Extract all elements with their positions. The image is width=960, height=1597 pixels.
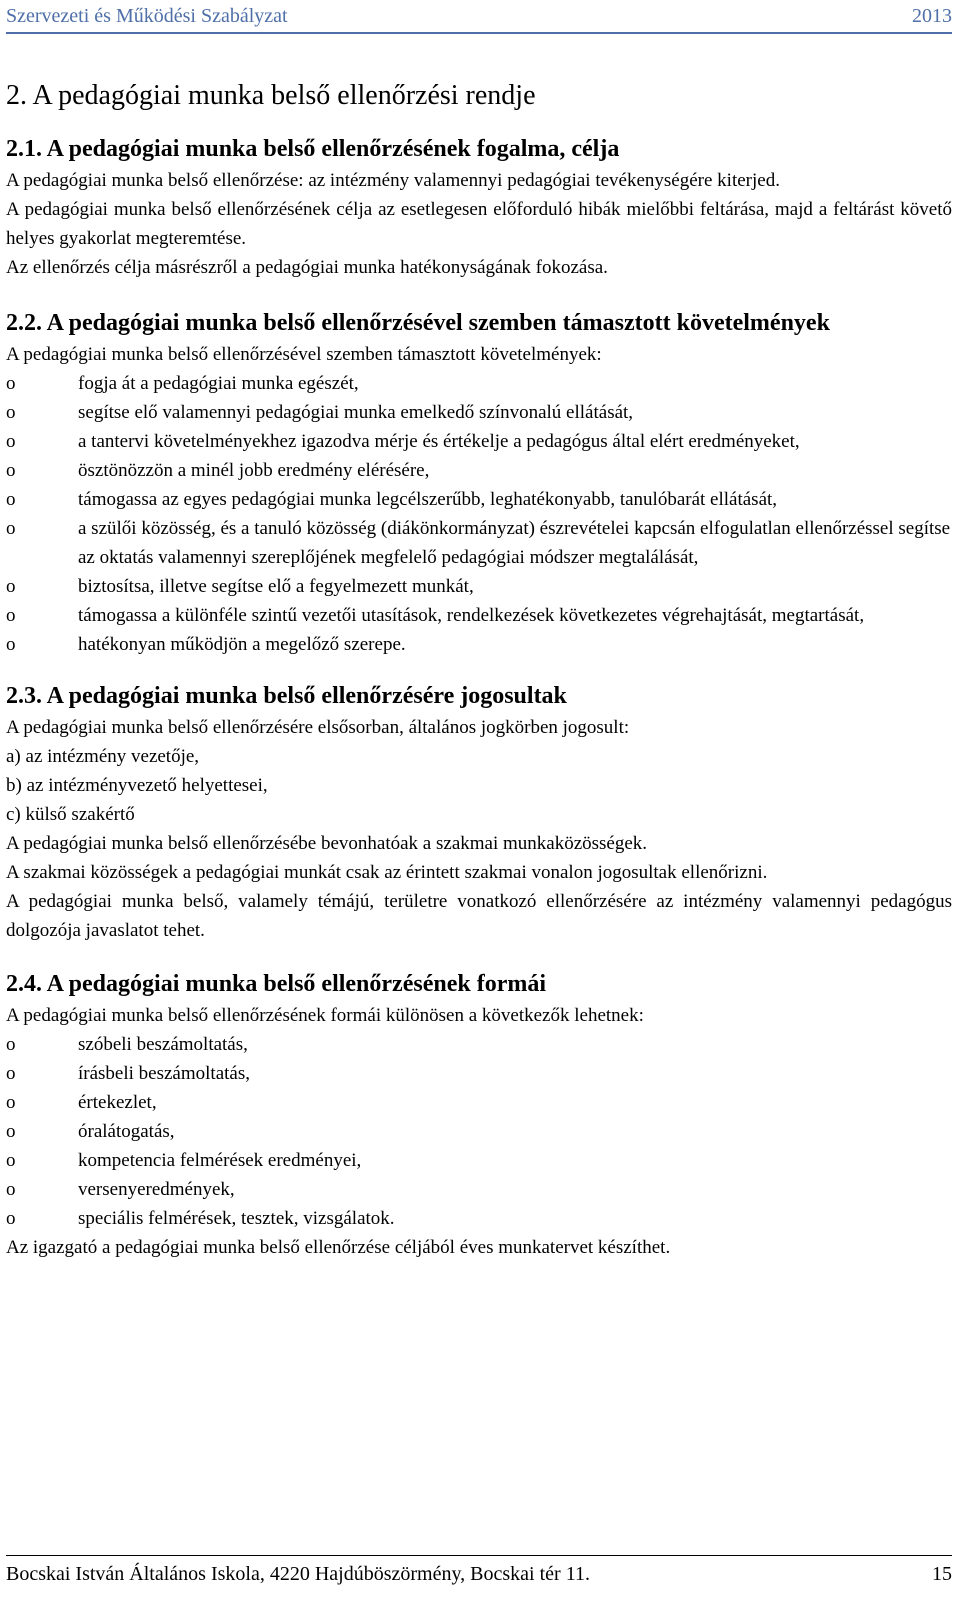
list-item: o írásbeli beszámoltatás, [6, 1059, 952, 1088]
bullet-marker: o [6, 1121, 16, 1142]
bullet-marker: o [6, 431, 16, 452]
list-item: o ösztönözzön a minél jobb eredmény elérésére, [6, 456, 952, 485]
list-item: o támogassa az egyes pedagógiai munka legcélszerűbb, leghatékonyabb, tanulóbarát ellátását, [6, 485, 952, 514]
bullet-marker: o [6, 1179, 16, 1200]
requirements-list [6, 369, 952, 659]
list-item: o óralátogatás, [6, 1117, 952, 1146]
bullet-marker: o [6, 373, 16, 394]
section-title: 2. A pedagógiai munka belső ellenőrzési rendje [6, 80, 536, 111]
list-item: o fogja át a pedagógiai munka egészét, [6, 369, 952, 398]
list-item: o támogassa a különféle szintű vezetői utasítások, rendelkezések következetes végrehajtását, megtartását, [6, 601, 952, 630]
bullet-marker: o [6, 1208, 16, 1229]
bullet-marker: o [6, 518, 16, 539]
list-item: o segítse elő valamennyi pedagógiai munka emelkedő színvonalú ellátását, [6, 398, 952, 427]
paragraph: A pedagógiai munka belső, valamely témájú, területre vonatkozó ellenőrzésére az intézmény valamennyi pedagógus dolgozója javaslatot tehet. [6, 891, 952, 941]
document-title: Szervezeti és Működési Szabályzat [6, 5, 288, 27]
paragraph: A pedagógiai munka belső ellenőrzésének formái különösen a következők lehetnek: [6, 1005, 644, 1026]
page-header [0, 0, 960, 34]
paragraph: Az ellenőrzés célja másrészről a pedagógiai munka hatékonyságának fokozása. [6, 257, 608, 278]
bullet-marker: o [6, 460, 16, 481]
paragraph: A pedagógiai munka belső ellenőrzésébe bevonhatóak a szakmai munkaközösségek. [6, 833, 648, 854]
bullet-marker: o [6, 1063, 16, 1084]
bullet-marker: o [6, 634, 16, 655]
bullet-marker: o [6, 605, 16, 626]
list-item: o versenyeredmények, [6, 1175, 952, 1204]
paragraph: Az igazgató a pedagógiai munka belső ellenőrzése céljából éves munkatervet készíthet. [6, 1237, 671, 1258]
paragraph: b) az intézményvezető helyettesei, [6, 775, 268, 796]
paragraph: A pedagógiai munka belső ellenőrzésének célja az esetlegesen előforduló hibák mielőbbi feltárása, majd a feltárást követő helyes gyakorlat megteremtése. [6, 199, 952, 249]
header-divider [6, 32, 952, 34]
bullet-marker: o [6, 576, 16, 597]
footer-school: Bocskai István Általános Iskola, 4220 Hajdúböszörmény, Bocskai tér 11. [6, 1563, 590, 1585]
paragraph: c) külső szakértő [6, 804, 135, 825]
list-item: o hatékonyan működjön a megelőző szerepe. [6, 630, 952, 659]
list-item: o biztosítsa, illetve segítse elő a fegyelmezett munkát, [6, 572, 952, 601]
paragraph: A szakmai közösségek a pedagógiai munkát csak az érintett szakmai vonalon jogosultak ellenőrizni. [6, 862, 768, 883]
list-item: o a tantervi követelményekhez igazodva mérje és értékelje a pedagógus által elért eredményeket, [6, 427, 952, 456]
list-item: o értekezlet, [6, 1088, 952, 1117]
document-year: 2013 [912, 5, 952, 27]
list-item: o speciális felmérések, tesztek, vizsgálatok. [6, 1204, 952, 1233]
page-number: 15 [932, 1563, 952, 1585]
paragraph: a) az intézmény vezetője, [6, 746, 200, 767]
list-item: o a szülői közösség, és a tanuló közösség (diákönkormányzat) észrevételei kapcsán elfogulatlan ellenőrzéssel segítse az oktatás valamennyi szereplőjének megfelelő pedagógiai módszer megtalálását, [6, 514, 952, 572]
heading-2-3: 2.3. A pedagógiai munka belső ellenőrzésére jogosultak [6, 683, 567, 709]
list-item: o kompetencia felmérések eredményei, [6, 1146, 952, 1175]
bullet-marker: o [6, 1092, 16, 1113]
bullet-marker: o [6, 1034, 16, 1055]
paragraph: A pedagógiai munka belső ellenőrzése: az intézmény valamennyi pedagógiai tevékenységére kiterjed. [6, 170, 780, 191]
paragraph: A pedagógiai munka belső ellenőrzésére elsősorban, általános jogkörben jogosult: [6, 717, 630, 738]
heading-2-1: 2.1. A pedagógiai munka belső ellenőrzésének fogalma, célja [6, 136, 620, 162]
paragraph: A pedagógiai munka belső ellenőrzésével szemben támasztott követelmények: [6, 344, 602, 365]
forms-list [6, 1030, 952, 1233]
bullet-marker: o [6, 489, 16, 510]
page-content [6, 80, 952, 1262]
heading-2-2: 2.2. A pedagógiai munka belső ellenőrzésével szemben támasztott követelmények [6, 310, 830, 336]
bullet-marker: o [6, 1150, 16, 1171]
list-item: o szóbeli beszámoltatás, [6, 1030, 952, 1059]
page-footer [6, 1555, 952, 1590]
bullet-marker: o [6, 402, 16, 423]
heading-2-4: 2.4. A pedagógiai munka belső ellenőrzésének formái [6, 971, 546, 997]
